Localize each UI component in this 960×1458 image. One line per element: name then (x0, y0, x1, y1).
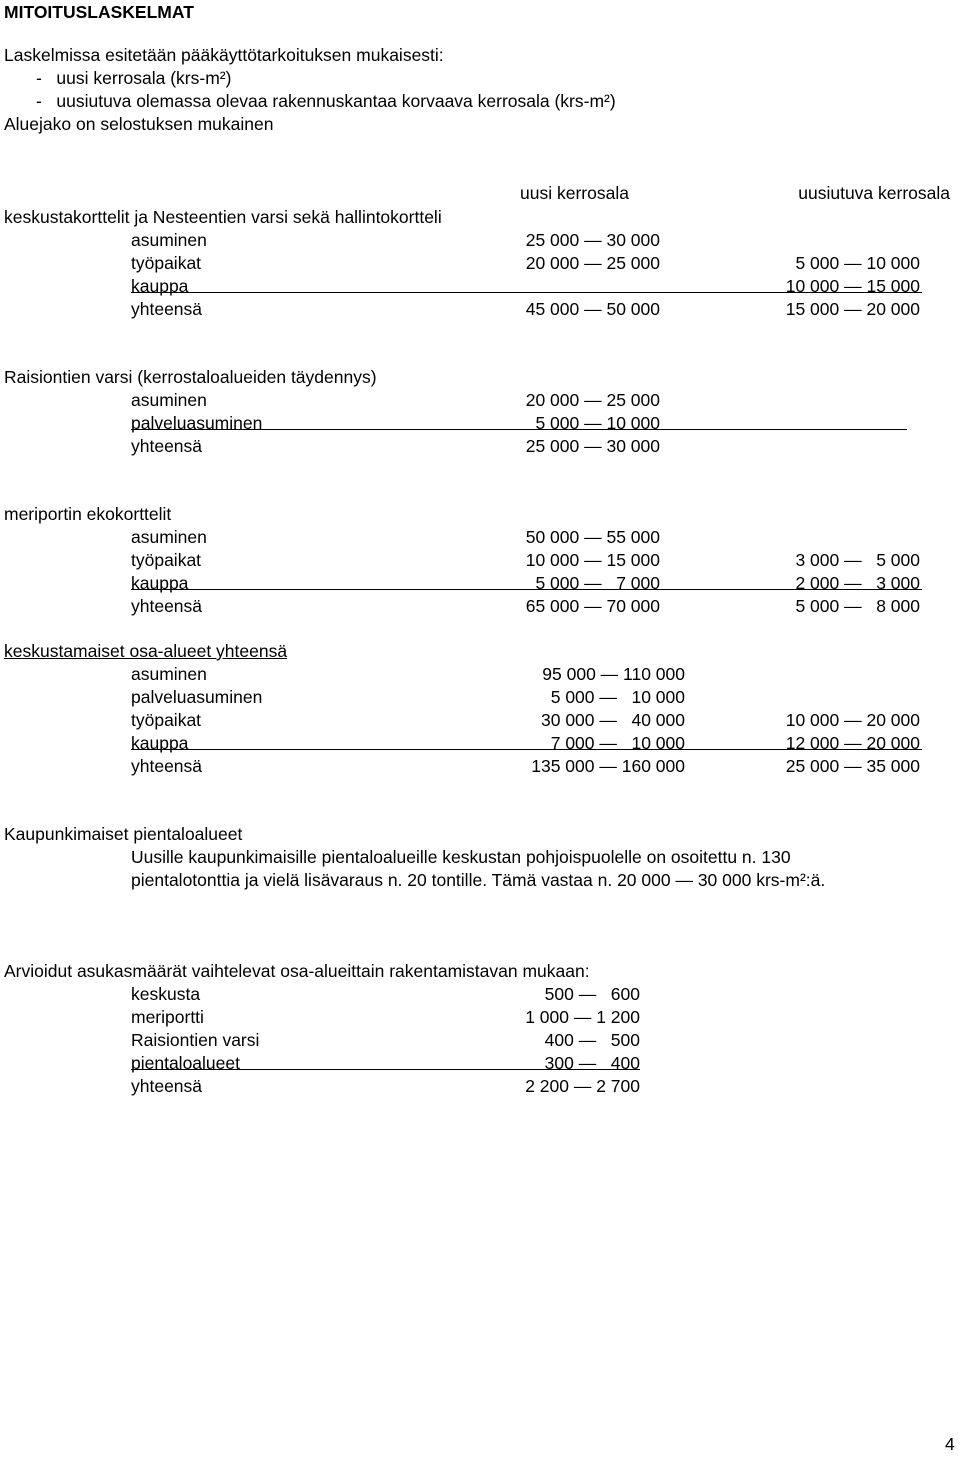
paragraph-line: Uusille kaupunkimaisille pientaloalueille keskustan pohjoispuolelle on osoitettu n. 130 (131, 847, 791, 867)
value-new: 95 000 — 110 000 (542, 664, 685, 684)
column-header-renew: uusiutuva kerrosala (798, 183, 950, 203)
value-renew: 15 000 — 20 000 (785, 299, 920, 319)
row-label: meriportti (131, 1007, 204, 1027)
row-label: työpaikat (131, 550, 202, 570)
value-new: 5 000 — 10 000 (550, 687, 685, 707)
value-renew: 10 000 — 15 000 (785, 276, 920, 296)
value-renew: 5 000 — 8 000 (795, 596, 920, 616)
resident-value: 300 — 400 (544, 1053, 640, 1073)
sum-rule (131, 749, 922, 750)
row-label: yhteensä (131, 596, 203, 616)
value-new: 7 000 — 10 000 (550, 733, 685, 753)
value-renew: 5 000 — 10 000 (795, 253, 920, 273)
section-heading: Arvioidut asukasmäärät vaihtelevat osa-alueittain rakentamistavan mukaan: (4, 961, 590, 981)
section-heading: keskustamaiset osa-alueet yhteensä (4, 641, 288, 661)
section-heading: Raisiontien varsi (kerrostaloalueiden täydennys) (4, 367, 377, 387)
row-label: työpaikat (131, 253, 202, 273)
row-label: palveluasuminen (131, 687, 263, 707)
row-label: Raisiontien varsi (131, 1030, 260, 1050)
value-new: 30 000 — 40 000 (541, 710, 685, 730)
paragraph-line: pientalotonttia ja vielä lisävaraus n. 20 tontille. Tämä vastaa n. 20 000 — 30 000 krs-m²:ä. (131, 870, 826, 890)
sum-rule (131, 292, 922, 293)
row-label: pientaloalueet (131, 1053, 240, 1073)
resident-value: 500 — 600 (544, 984, 640, 1004)
value-new: 25 000 — 30 000 (525, 230, 660, 250)
row-label: asuminen (131, 527, 207, 547)
value-new: 5 000 — 10 000 (535, 413, 660, 433)
row-label: asuminen (131, 664, 207, 684)
value-new: 25 000 — 30 000 (525, 436, 660, 456)
resident-value: 400 — 500 (544, 1030, 640, 1050)
value-new: 20 000 — 25 000 (525, 390, 660, 410)
row-label: asuminen (131, 230, 207, 250)
intro-line: Laskelmissa esitetään pääkäyttötarkoituksen mukaisesti: (4, 45, 444, 65)
page-number: 4 (945, 1434, 955, 1454)
value-new: 50 000 — 55 000 (525, 527, 660, 547)
resident-value: 1 000 — 1 200 (525, 1007, 640, 1027)
row-label: kauppa (131, 573, 189, 593)
value-new: 20 000 — 25 000 (525, 253, 660, 273)
row-label: yhteensä (131, 436, 203, 456)
intro-line: Aluejako on selostuksen mukainen (4, 114, 274, 134)
value-new: 135 000 — 160 000 (531, 756, 685, 776)
row-label: työpaikat (131, 710, 202, 730)
section-heading: Kaupunkimaiset pientaloalueet (4, 824, 243, 844)
page-title: MITOITUSLASKELMAT (4, 2, 194, 22)
value-renew: 3 000 — 5 000 (795, 550, 920, 570)
intro-bullet: - uusiutuva olemassa olevaa rakennuskantaa korvaava kerrosala (krs-m²) (36, 91, 616, 111)
section-heading: keskustakorttelit ja Nesteentien varsi sekä hallintokortteli (4, 207, 442, 227)
value-renew: 2 000 — 3 000 (795, 573, 920, 593)
row-label: kauppa (131, 733, 189, 753)
value-new: 5 000 — 7 000 (535, 573, 660, 593)
sum-rule (131, 589, 922, 590)
value-new: 65 000 — 70 000 (525, 596, 660, 616)
value-new: 10 000 — 15 000 (525, 550, 660, 570)
resident-value: 2 200 — 2 700 (525, 1076, 640, 1096)
row-label: kauppa (131, 276, 189, 296)
sum-rule (131, 1069, 640, 1070)
row-label: asuminen (131, 390, 207, 410)
sum-rule (131, 429, 907, 430)
intro-bullet: - uusi kerrosala (krs-m²) (36, 68, 232, 88)
value-renew: 10 000 — 20 000 (785, 710, 920, 730)
row-label: yhteensä (131, 1076, 203, 1096)
row-label: yhteensä (131, 299, 203, 319)
value-new: 45 000 — 50 000 (525, 299, 660, 319)
section-heading: meriportin ekokorttelit (4, 504, 172, 524)
column-header-new: uusi kerrosala (520, 183, 629, 203)
row-label: palveluasuminen (131, 413, 263, 433)
value-renew: 25 000 — 35 000 (785, 756, 920, 776)
row-label: yhteensä (131, 756, 203, 776)
row-label: keskusta (131, 984, 201, 1004)
value-renew: 12 000 — 20 000 (785, 733, 920, 753)
